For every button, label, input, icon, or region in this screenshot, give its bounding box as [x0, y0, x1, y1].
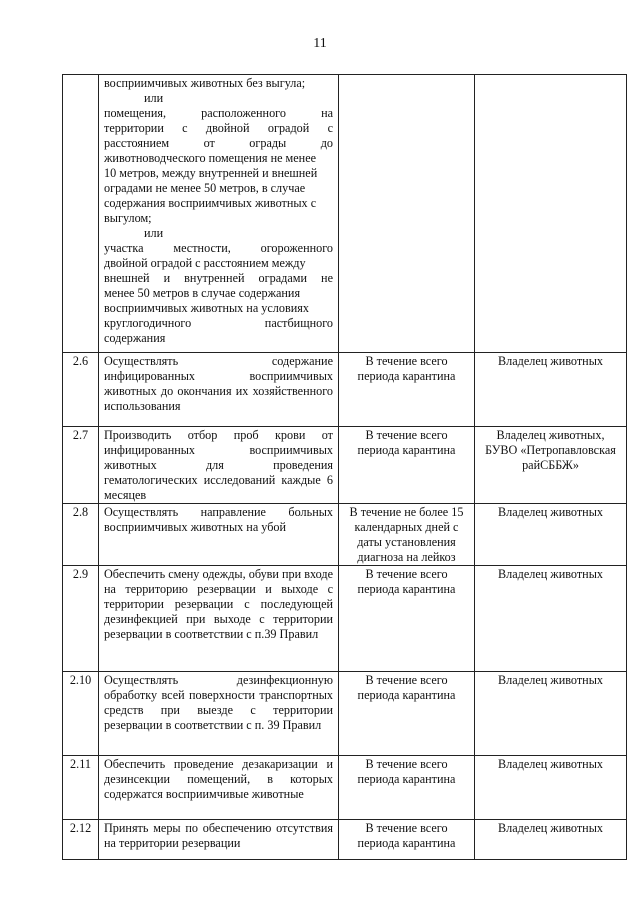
continuation-line: содержания: [104, 331, 166, 345]
row-number-cell: [63, 75, 99, 353]
continuation-line: двойной оградой с расстоянием между: [104, 256, 306, 270]
continuation-line: животноводческого помещения не менее: [104, 151, 317, 165]
continuation-line: территории с двойной оградой с: [104, 121, 333, 135]
continuation-line: участка местности, огороженного: [104, 241, 333, 255]
continuation-line: помещения, расположенного на: [104, 106, 333, 120]
row-number-cell: 2.10: [63, 672, 99, 756]
continuation-line: внешней и внутренней оградами не: [104, 271, 333, 285]
term-cell: В течение всего периода карантина: [339, 427, 475, 504]
table-row: [63, 504, 627, 566]
continuation-line: 10 метров, между внутренней и внешней: [104, 166, 318, 180]
term-cell: В течение не более 15 календарных дней с даты установления диагноза на лейкоз: [339, 504, 475, 566]
responsible-cell: [475, 75, 627, 353]
row-number-cell: 2.12: [63, 820, 99, 860]
responsible-cell: Владелец животных: [475, 353, 627, 427]
term-cell: В течение всего периода карантина: [339, 756, 475, 820]
table-row: [63, 427, 627, 504]
responsible-cell: Владелец животных: [475, 756, 627, 820]
action-cell: [99, 75, 339, 353]
table-row: [63, 756, 627, 820]
responsible-cell: Владелец животных: [475, 566, 627, 672]
responsible-cell: Владелец животных: [475, 672, 627, 756]
quarantine-measures-table: [62, 74, 627, 860]
action-cell: Производить отбор проб крови от инфицированных восприимчивых животных для проведения гематологических исследований каждые 6 месяцев: [99, 427, 339, 504]
action-cell: Принять меры по обеспечению отсутствия на территории резервации: [99, 820, 339, 860]
table-row: [63, 820, 627, 860]
action-cell: Осуществлять дезинфекционную обработку всей поверхности транспортных средств при выезде с территории резервации в соответствии с п. 39 Правил: [99, 672, 339, 756]
term-cell: В течение всего периода карантина: [339, 353, 475, 427]
continuation-line: или: [144, 91, 164, 105]
continuation-line: менее 50 метров в случае содержания: [104, 286, 301, 300]
continuation-line: расстоянием от ограды до: [104, 136, 333, 150]
row-number-cell: 2.11: [63, 756, 99, 820]
row-number-cell: 2.8: [63, 504, 99, 566]
continuation-line: круглогодичного пастбищного: [104, 316, 333, 330]
continuation-row: [63, 75, 627, 353]
term-cell: В течение всего периода карантина: [339, 672, 475, 756]
term-cell: В течение всего периода карантина: [339, 820, 475, 860]
row-number-cell: 2.6: [63, 353, 99, 427]
action-cell: Обеспечить проведение дезакаризации и дезинсекции помещений, в которых содержатся восприимчивые животные: [99, 756, 339, 820]
responsible-cell: Владелец животных, БУВО «Петропавловская райСББЖ»: [475, 427, 627, 504]
continuation-line: восприимчивых животных на условиях: [104, 301, 309, 315]
responsible-cell: Владелец животных: [475, 504, 627, 566]
continuation-line: выгулом;: [104, 211, 152, 225]
continuation-line: содержания восприимчивых животных с: [104, 196, 317, 210]
table-row: [63, 353, 627, 427]
row-number-cell: 2.9: [63, 566, 99, 672]
term-cell: В течение всего периода карантина: [339, 566, 475, 672]
continuation-line: восприимчивых животных без выгула;: [104, 76, 306, 90]
page-number: 11: [313, 36, 327, 51]
term-cell: [339, 75, 475, 353]
table-row: [63, 672, 627, 756]
responsible-cell: Владелец животных: [475, 820, 627, 860]
action-cell: Осуществлять содержание инфицированных восприимчивых животных до окончания их хозяйственного использования: [99, 353, 339, 427]
continuation-line: или: [144, 226, 164, 240]
action-cell: Осуществлять направление больных восприимчивых животных на убой: [99, 504, 339, 566]
row-number-cell: 2.7: [63, 427, 99, 504]
action-cell: Обеспечить смену одежды, обуви при входе на территорию резервации и выходе с территории резервации с последующей дезинфекцией при выходе с территории резервации в соответствии с п.39 Правил: [99, 566, 339, 672]
table-row: [63, 566, 627, 672]
continuation-line: оградами не менее 50 метров, в случае: [104, 181, 306, 195]
